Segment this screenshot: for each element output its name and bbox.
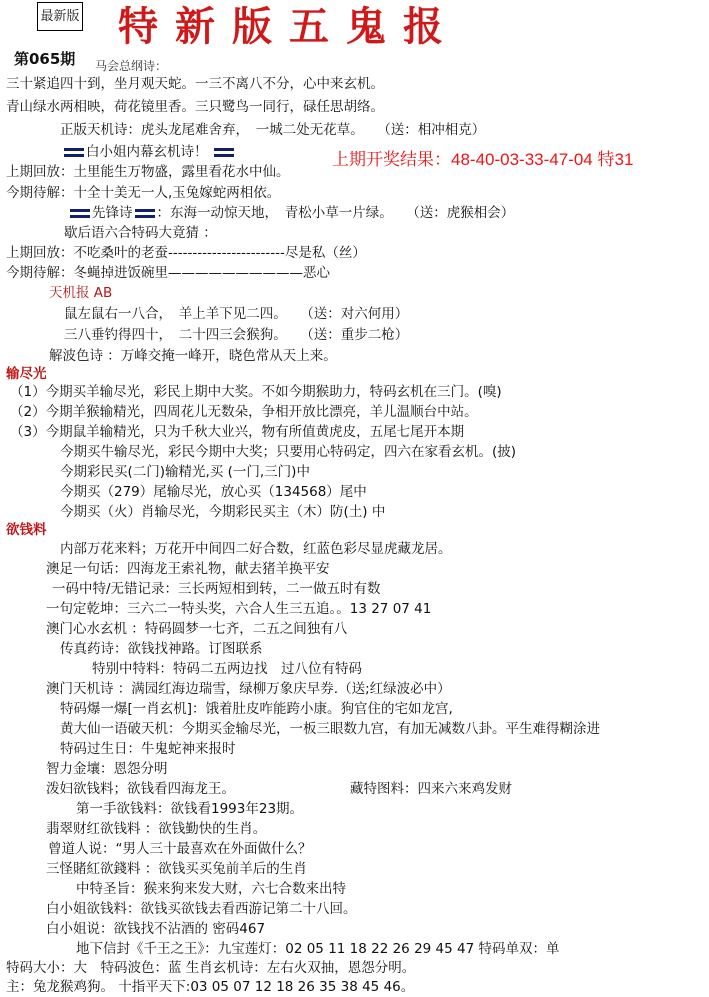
- money-line: 传真药诗：欲钱找神路。订图联系: [60, 641, 263, 657]
- lose-line: 今期买牛输尽光，彩民今期中大奖；只要用心特码定，四六在家看玄机。(披): [60, 444, 517, 460]
- money-line: 藏特图料：四来六来鸡发财: [350, 781, 512, 797]
- result-numbers: 48-40-03-33-47-04: [451, 150, 593, 169]
- money-line: 澳门心水玄机 ：特码圆梦一七齐，二五之间独有八: [46, 621, 348, 637]
- money-line: 特码爆一爆[一肖玄机]：饿着肚皮咋能跨小康。狗官住的宅如龙宫,: [60, 701, 453, 717]
- result-label: 上期开奖结果：: [332, 150, 451, 169]
- section-money-title: 欲钱料: [6, 522, 47, 538]
- money-line: 一码中特/无错记录：三长两短相到转，二一做五时有数: [52, 581, 381, 597]
- money-line: 澳足一句话：四海龙王索礼物，献去猪羊换平安: [46, 561, 330, 577]
- tianji-title: 天机报 AB: [49, 285, 113, 301]
- section-lose-title: 输尽光: [6, 366, 47, 382]
- tianji-line-2: 三八垂钓得四十， 二十四三会猴狗。 （送：重步二枪）: [64, 327, 409, 343]
- xianfeng-poem: 先锋诗 ：东海一动惊天地， 青松小草一片绿。 （送：虎猴相会）: [68, 204, 514, 223]
- last-draw-result: [332, 145, 633, 170]
- latest-edition-badge: 最新版: [37, 2, 83, 31]
- double-bar-icon: [64, 148, 84, 157]
- zhengban-poem: 正版天机诗：虎头龙尾难舍弃， 一城二处无花草。 （送：相冲相克）: [60, 122, 486, 138]
- money-line: 白小姐说：欲钱找不沾酒的 密码467: [46, 921, 266, 937]
- money-line: 黄大仙一语破天机：今期买金输尽光，一板三眼数九宫，有加无减数八卦。平生难得糊涂进: [60, 721, 600, 737]
- money-line: 翡翠财红欲钱料 ：欲钱勤快的生肖。: [46, 821, 267, 837]
- double-bar-icon: [214, 148, 234, 157]
- money-line: 特别中特料：特码二五两边找 过八位有特码: [92, 661, 362, 677]
- xiehou-last: 上期回放：不吃桑叶的老蚕------------------------尽是私（丝）: [6, 245, 366, 261]
- money-line: 内部万花来料；万花开中间四二好合数，红蓝色彩尽显虎藏龙居。: [60, 541, 452, 557]
- double-bar-icon: [70, 209, 90, 218]
- money-line: 地下信封《千王之王》：九宝莲灯：02 05 11 18 22 26 29 45 47 特码单双：单: [76, 941, 560, 957]
- money-line: 三怪賭紅欲錢料 ：欲钱买买兔前羊后的生肖: [46, 861, 307, 877]
- bai-current: 今期待解：十全十美无一人,玉兔嫁蛇两相依。: [6, 185, 281, 201]
- lose-line: 今期彩民买(二门)输精光,买 (一门,三门)中: [60, 464, 310, 480]
- xiehou-title: 歇后语六合特码大竟猜 ：: [64, 225, 217, 241]
- lose-line: （3）今期鼠羊输精光，只为千秋大业兴，物有所值黄虎皮，五尾七尾开本期: [10, 424, 465, 440]
- money-line: 曾道人说：“男人三十最喜欢在外面做什么？: [48, 841, 312, 857]
- money-line: 中特圣旨：猴来狗来发大财，六七合数来出特: [76, 881, 346, 897]
- money-line: 泼妇欲钱料；欲钱看四海龙王。: [46, 781, 235, 797]
- issue-number: 第065期: [14, 50, 76, 68]
- result-special: 特31: [597, 150, 634, 169]
- summary-line-2: 青山绿水两相映，荷花镜里香。三只鹭鸟一同行，碌任思胡络。: [6, 99, 384, 115]
- summary-poem-title: 马会总纲诗：: [95, 59, 168, 73]
- xiehou-now: 今期待解：冬蝇掉进饭碗里——————————恶心: [6, 265, 330, 281]
- money-line: 第一手欲钱料：欲钱看1993年23期。: [76, 801, 304, 817]
- money-line: 特码大小：大 特码波色：蓝 生肖玄机诗：左右火双抽，恩怨分明。: [6, 960, 416, 976]
- money-line: 白小姐欲钱料：欲钱买欲钱去看西游记第二十八回。: [46, 901, 357, 917]
- lose-line: （1）今期买羊输尽光，彩民上期中大奖。不如今期猴助力，特码玄机在三门。(嗅): [10, 384, 502, 400]
- bai-last-review: 上期回放：土里能生万物盛，露里看花水中仙。: [6, 164, 290, 180]
- bai-poem-heading: 白小姐内幕玄机诗！: [62, 143, 236, 162]
- lose-line: 今期买（火）肖输尽光，今期彩民买主（木）防(土) 中: [60, 504, 386, 520]
- tianji-line-1: 鼠左鼠右一八合， 羊上羊下见二四。 （送：对六何用）: [64, 306, 409, 322]
- money-line: 一句定乾坤：三六二一特头奖，六合人生三五追。。13 27 07 41: [46, 601, 432, 617]
- money-line: 智力金壤：恩怨分明: [46, 761, 168, 777]
- money-line: 主：兔龙猴鸡狗。 十指平天下:03 05 07 12 18 26 35 38 45 46。: [6, 979, 415, 995]
- page-title: 特新版五鬼报: [118, 3, 460, 50]
- money-line: 澳门天机诗 ：满园红海边瑞雪，绿柳万象庆早券.（送;红绿波必中）: [46, 681, 451, 697]
- money-line: 特码过生日：牛鬼蛇神来报时: [60, 741, 236, 757]
- lose-line: （2）今期羊猴输精光，四周花儿无数朵，争相开放比漂亮，羊儿温顺台中站。: [10, 404, 478, 420]
- bose-poem: 解波色诗 ：万峰交掩一峰开，晓色常从天上来。: [49, 348, 337, 364]
- lose-line: 今期买（279）尾输尽光，放心买（134568）尾中: [60, 484, 367, 500]
- summary-line-1: 三十紧追四十到，坐月观天蛇。一三不离八不分，心中来玄机。: [6, 76, 384, 92]
- double-bar-icon: [135, 209, 155, 218]
